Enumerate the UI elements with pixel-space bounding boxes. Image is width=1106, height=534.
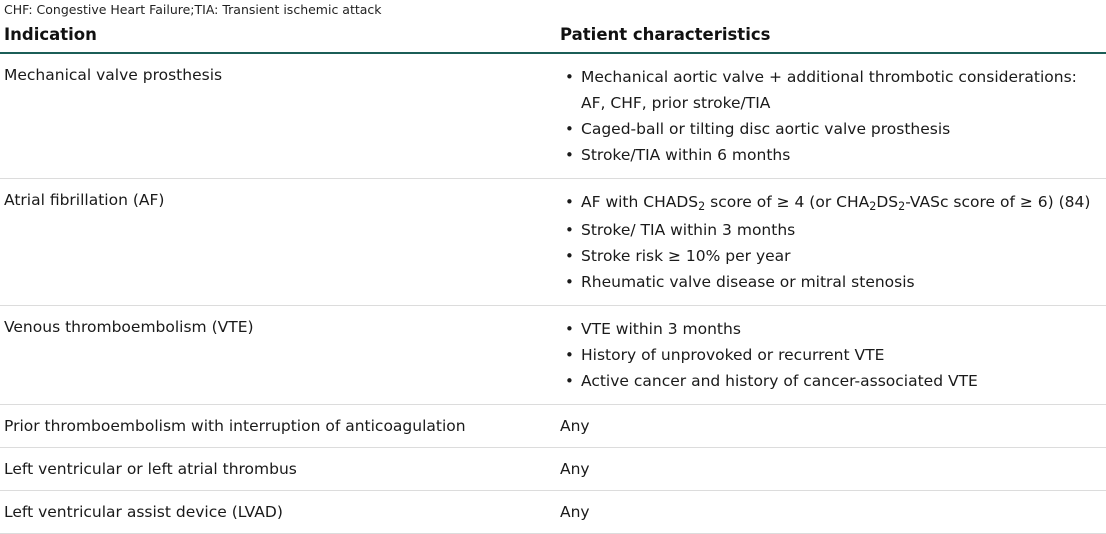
list-item: • Stroke/TIA within 6 months	[581, 142, 1100, 168]
table-row	[0, 491, 1106, 534]
cell-characteristics: Any	[556, 405, 1106, 448]
cell-characteristics	[556, 53, 1106, 179]
cell-characteristics	[556, 306, 1106, 405]
table-header-row	[0, 21, 1106, 53]
cell-indication: Venous thromboembolism (VTE)	[0, 306, 556, 405]
table-footnote: CHF: Congestive Heart Failure;TIA: Transient ischemic attack	[4, 2, 382, 17]
list-item: • Mechanical aortic valve + additional thrombotic considerations: AF, CHF, prior stroke/TIA	[581, 64, 1100, 116]
list-item: • Stroke risk ≥ 10% per year	[581, 243, 1100, 269]
cell-characteristics: Any	[556, 491, 1106, 534]
cell-indication: Prior thromboembolism with interruption of anticoagulation	[0, 405, 556, 448]
table-row	[0, 53, 1106, 179]
column-header-indication: Indication	[0, 21, 556, 53]
table-row	[0, 405, 1106, 448]
bullet-list	[560, 316, 1100, 394]
list-item: • Active cancer and history of cancer-associated VTE	[581, 368, 1100, 394]
cell-indication: Left ventricular assist device (LVAD)	[0, 491, 556, 534]
list-item: • Stroke/ TIA within 3 months	[581, 217, 1100, 243]
list-item: • Caged-ball or tilting disc aortic valve prosthesis	[581, 116, 1100, 142]
cell-indication: Atrial fibrillation (AF)	[0, 179, 556, 306]
list-item: • VTE within 3 months	[581, 316, 1100, 342]
bullet-list	[560, 64, 1100, 168]
list-item: • Rheumatic valve disease or mitral stenosis	[581, 269, 1100, 295]
cell-indication: Left ventricular or left atrial thrombus	[0, 448, 556, 491]
table-row	[0, 306, 1106, 405]
column-header-patient-characteristics: Patient characteristics	[556, 21, 1106, 53]
bullet-list	[560, 189, 1100, 295]
cell-characteristics: Any	[556, 448, 1106, 491]
anticoagulation-indication-table	[0, 21, 1106, 534]
table-row	[0, 448, 1106, 491]
cell-characteristics	[556, 179, 1106, 306]
list-item: • History of unprovoked or recurrent VTE	[581, 342, 1100, 368]
list-item: • AF with $CHADS_2$ score of ≥ 4 (or $CHA_2DS_2$-VASc score of ≥ 6) (84)	[581, 189, 1100, 217]
table-row	[0, 179, 1106, 306]
cell-indication: Mechanical valve prosthesis	[0, 53, 556, 179]
